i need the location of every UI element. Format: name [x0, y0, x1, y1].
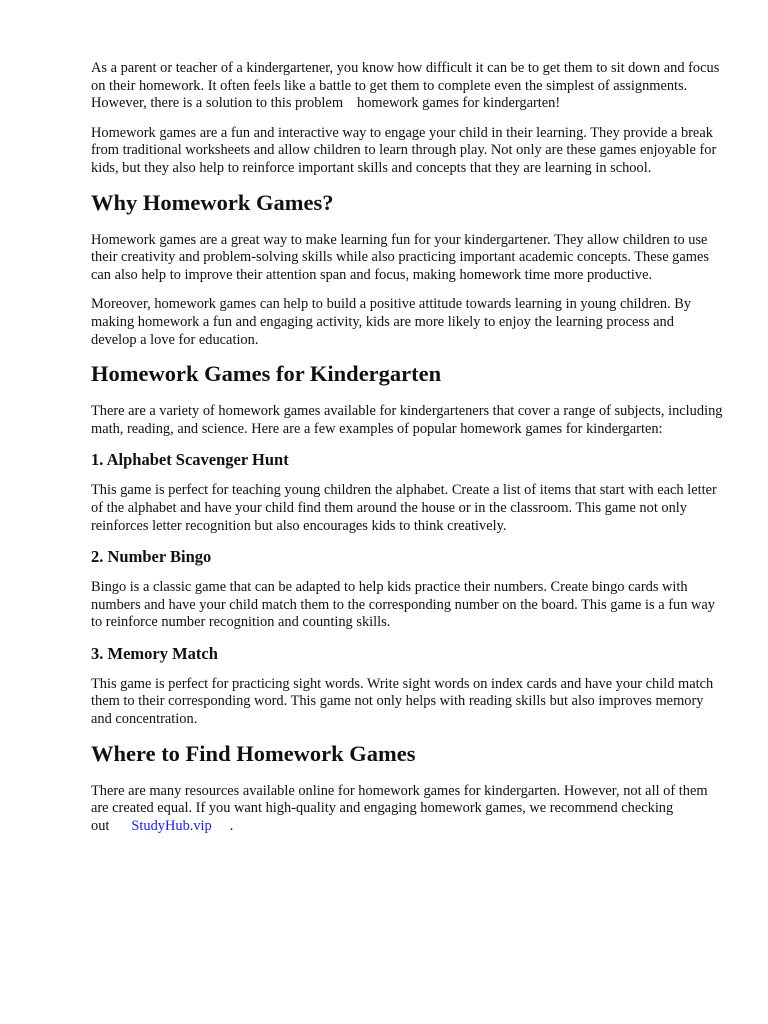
where-paragraph [91, 783, 723, 836]
games-intro-paragraph: There are a variety of homework games available for kindergarteners that cover a range of subjects, including math, reading, and science. Here are a few examples of popular homework games for kindergarten: [91, 403, 723, 437]
studyhub-link[interactable]: StudyHub.vip [131, 817, 212, 834]
game-title-memory-match: 3. Memory Match [91, 643, 218, 663]
intro-paragraph-1-tail: homework games for kindergarten! [357, 95, 561, 112]
game-text-alphabet-scavenger-hunt: This game is perfect for teaching young children the alphabet. Create a list of items that start with each letter of the alphabet and have your child find them around the house or in the classroom. This game not only reinforces letter recognition but also encourages kids to think creatively. [91, 482, 717, 534]
where-paragraph-text: There are many resources available online for homework games for kindergarten. However, not all of them are created equal. If you want high-quality and engaging homework games, we recommend checking out [91, 782, 708, 834]
intro-paragraph-2: Homework games are a fun and interactive way to engage your child in their learning. They provide a break from traditional worksheets and allow children to learn through play. Not only are these games enjoyable for kids, but they also help to reinforce important skills and concepts that they are learning in school. [91, 124, 717, 176]
heading-homework-games-for-kindergarten: Homework Games for Kindergarten [91, 361, 442, 387]
intro-paragraph-1 [91, 60, 723, 113]
article-body [91, 60, 723, 847]
intro-paragraph-1-text: As a parent or teacher of a kindergartener, you know how difficult it can be to get them to sit down and focus on their homework. It often feels like a battle to get them to complete even the simplest of assignments. However, there is a solution to this problem [91, 60, 720, 112]
game-text-number-bingo: Bingo is a classic game that can be adapted to help kids practice their numbers. Create bingo cards with numbers and have your child match them to the corresponding number on the board. This game is a fun way to reinforce number recognition and counting skills. [91, 579, 715, 631]
heading-why-homework-games: Why Homework Games? [91, 189, 334, 215]
where-paragraph-period: . [229, 817, 234, 834]
game-title-alphabet-scavenger-hunt: 1. Alphabet Scavenger Hunt [91, 450, 289, 470]
game-title-number-bingo: 2. Number Bingo [91, 547, 212, 567]
why-paragraph-1: Homework games are a great way to make learning fun for your kindergartener. They allow children to use their creativity and problem-solving skills while also practicing important academic concepts. These games can also help to improve their attention span and focus, making homework time more productive. [91, 231, 709, 283]
heading-where-to-find: Where to Find Homework Games [91, 740, 416, 766]
why-paragraph-2: Moreover, homework games can help to build a positive attitude towards learning in young children. By making homework a fun and engaging activity, kids are more likely to enjoy the learning process and develop a love for education. [91, 296, 692, 348]
game-text-memory-match: This game is perfect for practicing sight words. Write sight words on index cards and have your child match them to their corresponding word. This game not only helps with reading skills but also improves memory and concentration. [91, 675, 714, 728]
